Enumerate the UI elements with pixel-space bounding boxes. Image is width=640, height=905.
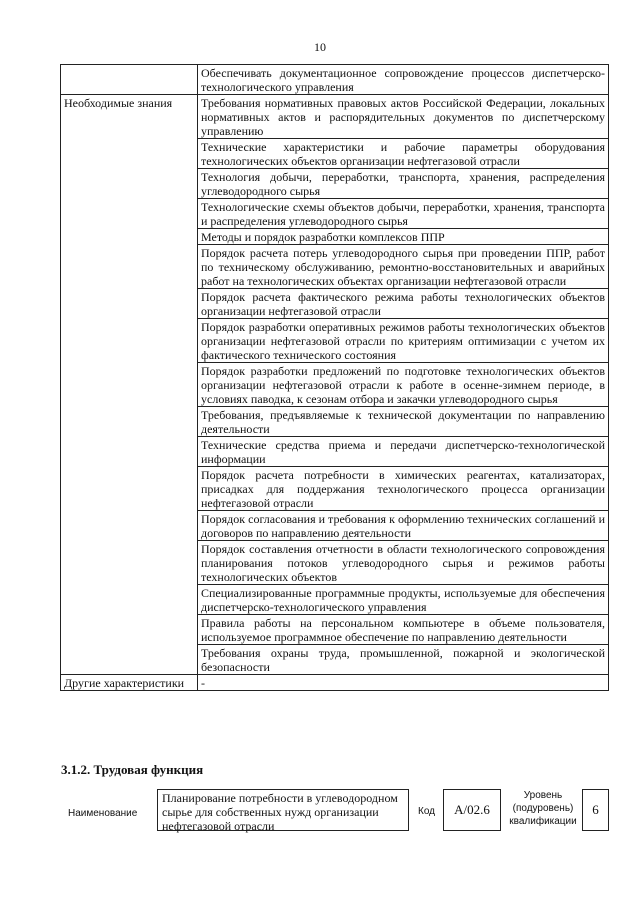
page-number: 10 — [314, 40, 326, 54]
table-row — [61, 675, 609, 691]
row-item-text: Порядок расчета фактического режима работы технологических объектов организации нефтегазовой отрасли — [198, 289, 609, 319]
row-item-text: Требования охраны труда, промышленной, пожарной и экологической безопасности — [198, 645, 609, 675]
row-item-text: Порядок разработки предложений по подготовке технологических объектов организации нефтегазовой отрасли к работе в осенне-зимнем периоде, в условиях паводка, к сезонам отбора и закачки углеводородного сырья — [198, 363, 609, 407]
row-label: Другие характеристики — [61, 675, 198, 691]
row-item-text: Правила работы на персональном компьютере в объеме пользователя, используемое программное обеспечение по направлению деятельности — [198, 615, 609, 645]
name-label: Наименование — [68, 808, 138, 819]
row-item-text: Порядок расчета потребности в химических реагентах, катализаторах, присадках для поддержания технологического процесса организации нефтегазовой отрасли — [198, 467, 609, 511]
section-title: 3.1.2. Трудовая функция — [61, 762, 204, 777]
row-item-text: Требования нормативных правовых актов Российской Федерации, локальных нормативных актов и распорядительных документов по диспетчерскому управлению — [198, 95, 609, 139]
row-label: Необходимые знания — [61, 95, 198, 675]
knowledge-table-body — [61, 65, 609, 691]
row-item-text: Порядок разработки оперативных режимов работы технологических объектов организации нефтегазовой отрасли по критериям оптимизации с учетом их фактического технического состояния — [198, 319, 609, 363]
table-row — [61, 65, 609, 95]
row-item-text: - — [198, 675, 609, 691]
row-item-text: Обеспечивать документационное сопровождение процессов диспетчерско-технологического управления — [198, 65, 609, 95]
code-label: Код — [418, 806, 436, 817]
level-label: Уровень (подуровень) квалификации — [509, 790, 577, 827]
table-row — [61, 95, 609, 139]
row-item-text: Требования, предъявляемые к технической документации по направлению деятельности — [198, 407, 609, 437]
row-item-text: Технологические схемы объектов добычи, переработки, хранения, транспорта и распределения углеводородного сырья — [198, 199, 609, 229]
row-item-text: Порядок согласования и требования к оформлению технических соглашений и договоров по направлению деятельности — [198, 511, 609, 541]
row-item-text: Специализированные программные продукты, используемые для обеспечения диспетчерско-технологического управления — [198, 585, 609, 615]
row-item-text: Методы и порядок разработки комплексов ППР — [198, 229, 609, 245]
row-item-text: Порядок составления отчетности в области технологического сопровождения планирования потоков углеводородного сырья и режимов работы технологических объектов — [198, 541, 609, 585]
row-item-text: Технические характеристики и рабочие параметры оборудования технологических объектов организации нефтегазовой отрасли — [198, 139, 609, 169]
row-label — [61, 65, 198, 95]
level-value-box: 6 — [582, 789, 609, 831]
row-item-text: Порядок расчета потерь углеводородного сырья при проведении ППР, работ по техническому обслуживанию, ремонтно-восстановительных и аварийных работ на технологических объектах организации нефтегазовой отрасли — [198, 245, 609, 289]
function-code-box: A/02.6 — [443, 789, 501, 831]
function-name-box: Планирование потребности в углеводородном сырье для собственных нужд организации нефтегазовой отрасли — [157, 789, 409, 831]
row-item-text: Технология добычи, переработки, транспорта, хранения, распределения углеводородного сырья — [198, 169, 609, 199]
row-item-text: Технические средства приема и передачи диспетчерско-технологической информации — [198, 437, 609, 467]
knowledge-table — [60, 64, 609, 691]
